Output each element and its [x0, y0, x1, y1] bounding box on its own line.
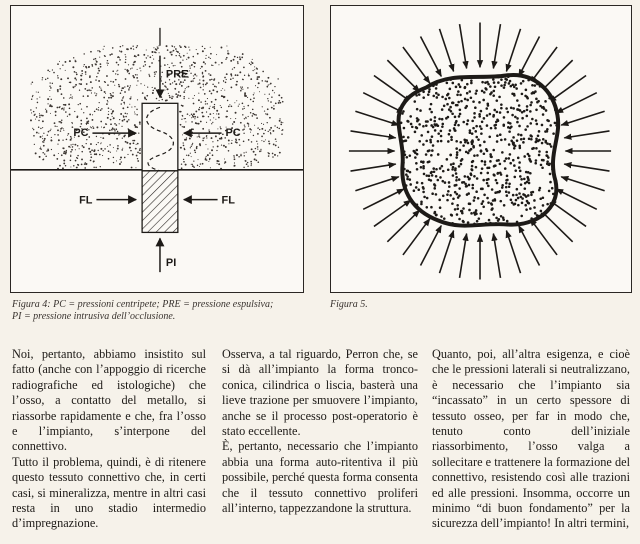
pressure-arrow [530, 47, 557, 83]
pressure-arrow [421, 226, 442, 266]
implant-upper [142, 103, 178, 171]
pressure-arrow [421, 36, 442, 76]
figure-5-caption: Figura 5. [330, 299, 368, 310]
text-column-1 [12, 347, 206, 532]
pressure-arrow [387, 60, 419, 92]
label-pre: PRE [165, 68, 189, 81]
pressure-arrow [561, 177, 604, 191]
pressure-arrow [351, 164, 396, 171]
pressure-arrow [549, 76, 586, 102]
pressure-arrow [556, 189, 597, 209]
figure-5 [330, 5, 632, 293]
pressure-arrow [355, 111, 398, 125]
paragraph: È, pertanto, necessario che l’impianto abbia una forma auto-ritentiva il più possibile, perché questa forma consenta che il tessuto connettivo proliferi all’interno, tappezzandone la struttura. [222, 439, 418, 516]
figure-4-caption-line2: PI = pressione intrusiva dell’occlusione. [12, 311, 176, 322]
pressure-arrow [363, 189, 404, 209]
figure-4-diagram [11, 6, 303, 292]
pressure-arrow [460, 234, 467, 278]
pressure-arrow [561, 111, 604, 125]
pressure-arrow [493, 24, 500, 68]
pressure-arrow [403, 47, 430, 83]
pressure-arrow [363, 93, 404, 113]
text-column-2 [222, 347, 418, 516]
pressure-arrow [556, 93, 597, 113]
label-pc-right: PC [225, 127, 241, 140]
paragraph: Quanto, poi, all’altra esigenza, e cioè che le pressioni laterali si neutralizzano, è necessario che l’impianto sia “incassato” in un certo spessore di tessuto osseo, per far in modo che, tenuto conto dell’iniziale riassorbimento, l’osso valga a sollecitare e trattenere la formazione del connettivo, resistendo così alle trazioni ed alle pressioni. Insomma, occorre un minimo “di buon fondamento” per la sicurezza dell’impianto! In altri termini, [432, 347, 630, 531]
label-pi: PI [165, 257, 177, 270]
pressure-arrow [403, 219, 430, 255]
pressure-arrow [506, 29, 520, 72]
figure-4-caption-line1: Figura 4: PC = pressioni centripete; PRE = pressione espulsiva; [12, 299, 274, 310]
implant-lower-hatched [142, 171, 178, 233]
pressure-arrow [519, 36, 540, 76]
paragraph: Osserva, a tal riguardo, Perron che, se si dà all’impianto la forma tronco-conica, cilindrica o liscia, basterà una lieve trazione per smuovere l’impianto, anche se il processo post-operatorio è stato eccellente. [222, 347, 418, 439]
figure-4 [10, 5, 304, 293]
figure-5-diagram [331, 6, 631, 292]
pressure-arrow [506, 231, 520, 274]
figure-4-caption [12, 299, 312, 323]
pressure-arrow [387, 210, 419, 242]
label-fl-left: FL [79, 194, 93, 207]
pressure-arrow [564, 131, 609, 138]
pressure-arrow [519, 226, 540, 266]
text-column-3 [432, 347, 630, 532]
pressure-arrow [374, 76, 411, 102]
pressure-arrow [355, 177, 398, 191]
pressure-arrow [351, 131, 396, 138]
pressure-arrow [374, 200, 411, 226]
pressure-arrow [439, 231, 453, 274]
label-fl-right: FL [221, 194, 235, 207]
paragraph: Noi, pertanto, abbiamo insistito sul fatto (anche con l’appoggio di ricerche radiografiche ed istologiche) che l’osso, a contatto del metallo, si riassorbe rapidamente e che, fra l’osso e l’impianto, s’interpone del connettivo. [12, 347, 206, 454]
pressure-arrow [439, 29, 453, 72]
pressure-arrow [564, 164, 609, 171]
paragraph: Tutto il problema, quindi, è di ritenere questo tessuto connettivo che, in certi casi, si mineralizza, mentre in altri casi resta in uno stadio intermedio d’impregnazione. [12, 454, 206, 531]
pressure-arrow [460, 24, 467, 68]
pressure-arrow [493, 234, 500, 278]
label-pc-left: PC [73, 127, 89, 140]
pressure-arrow [530, 219, 557, 255]
